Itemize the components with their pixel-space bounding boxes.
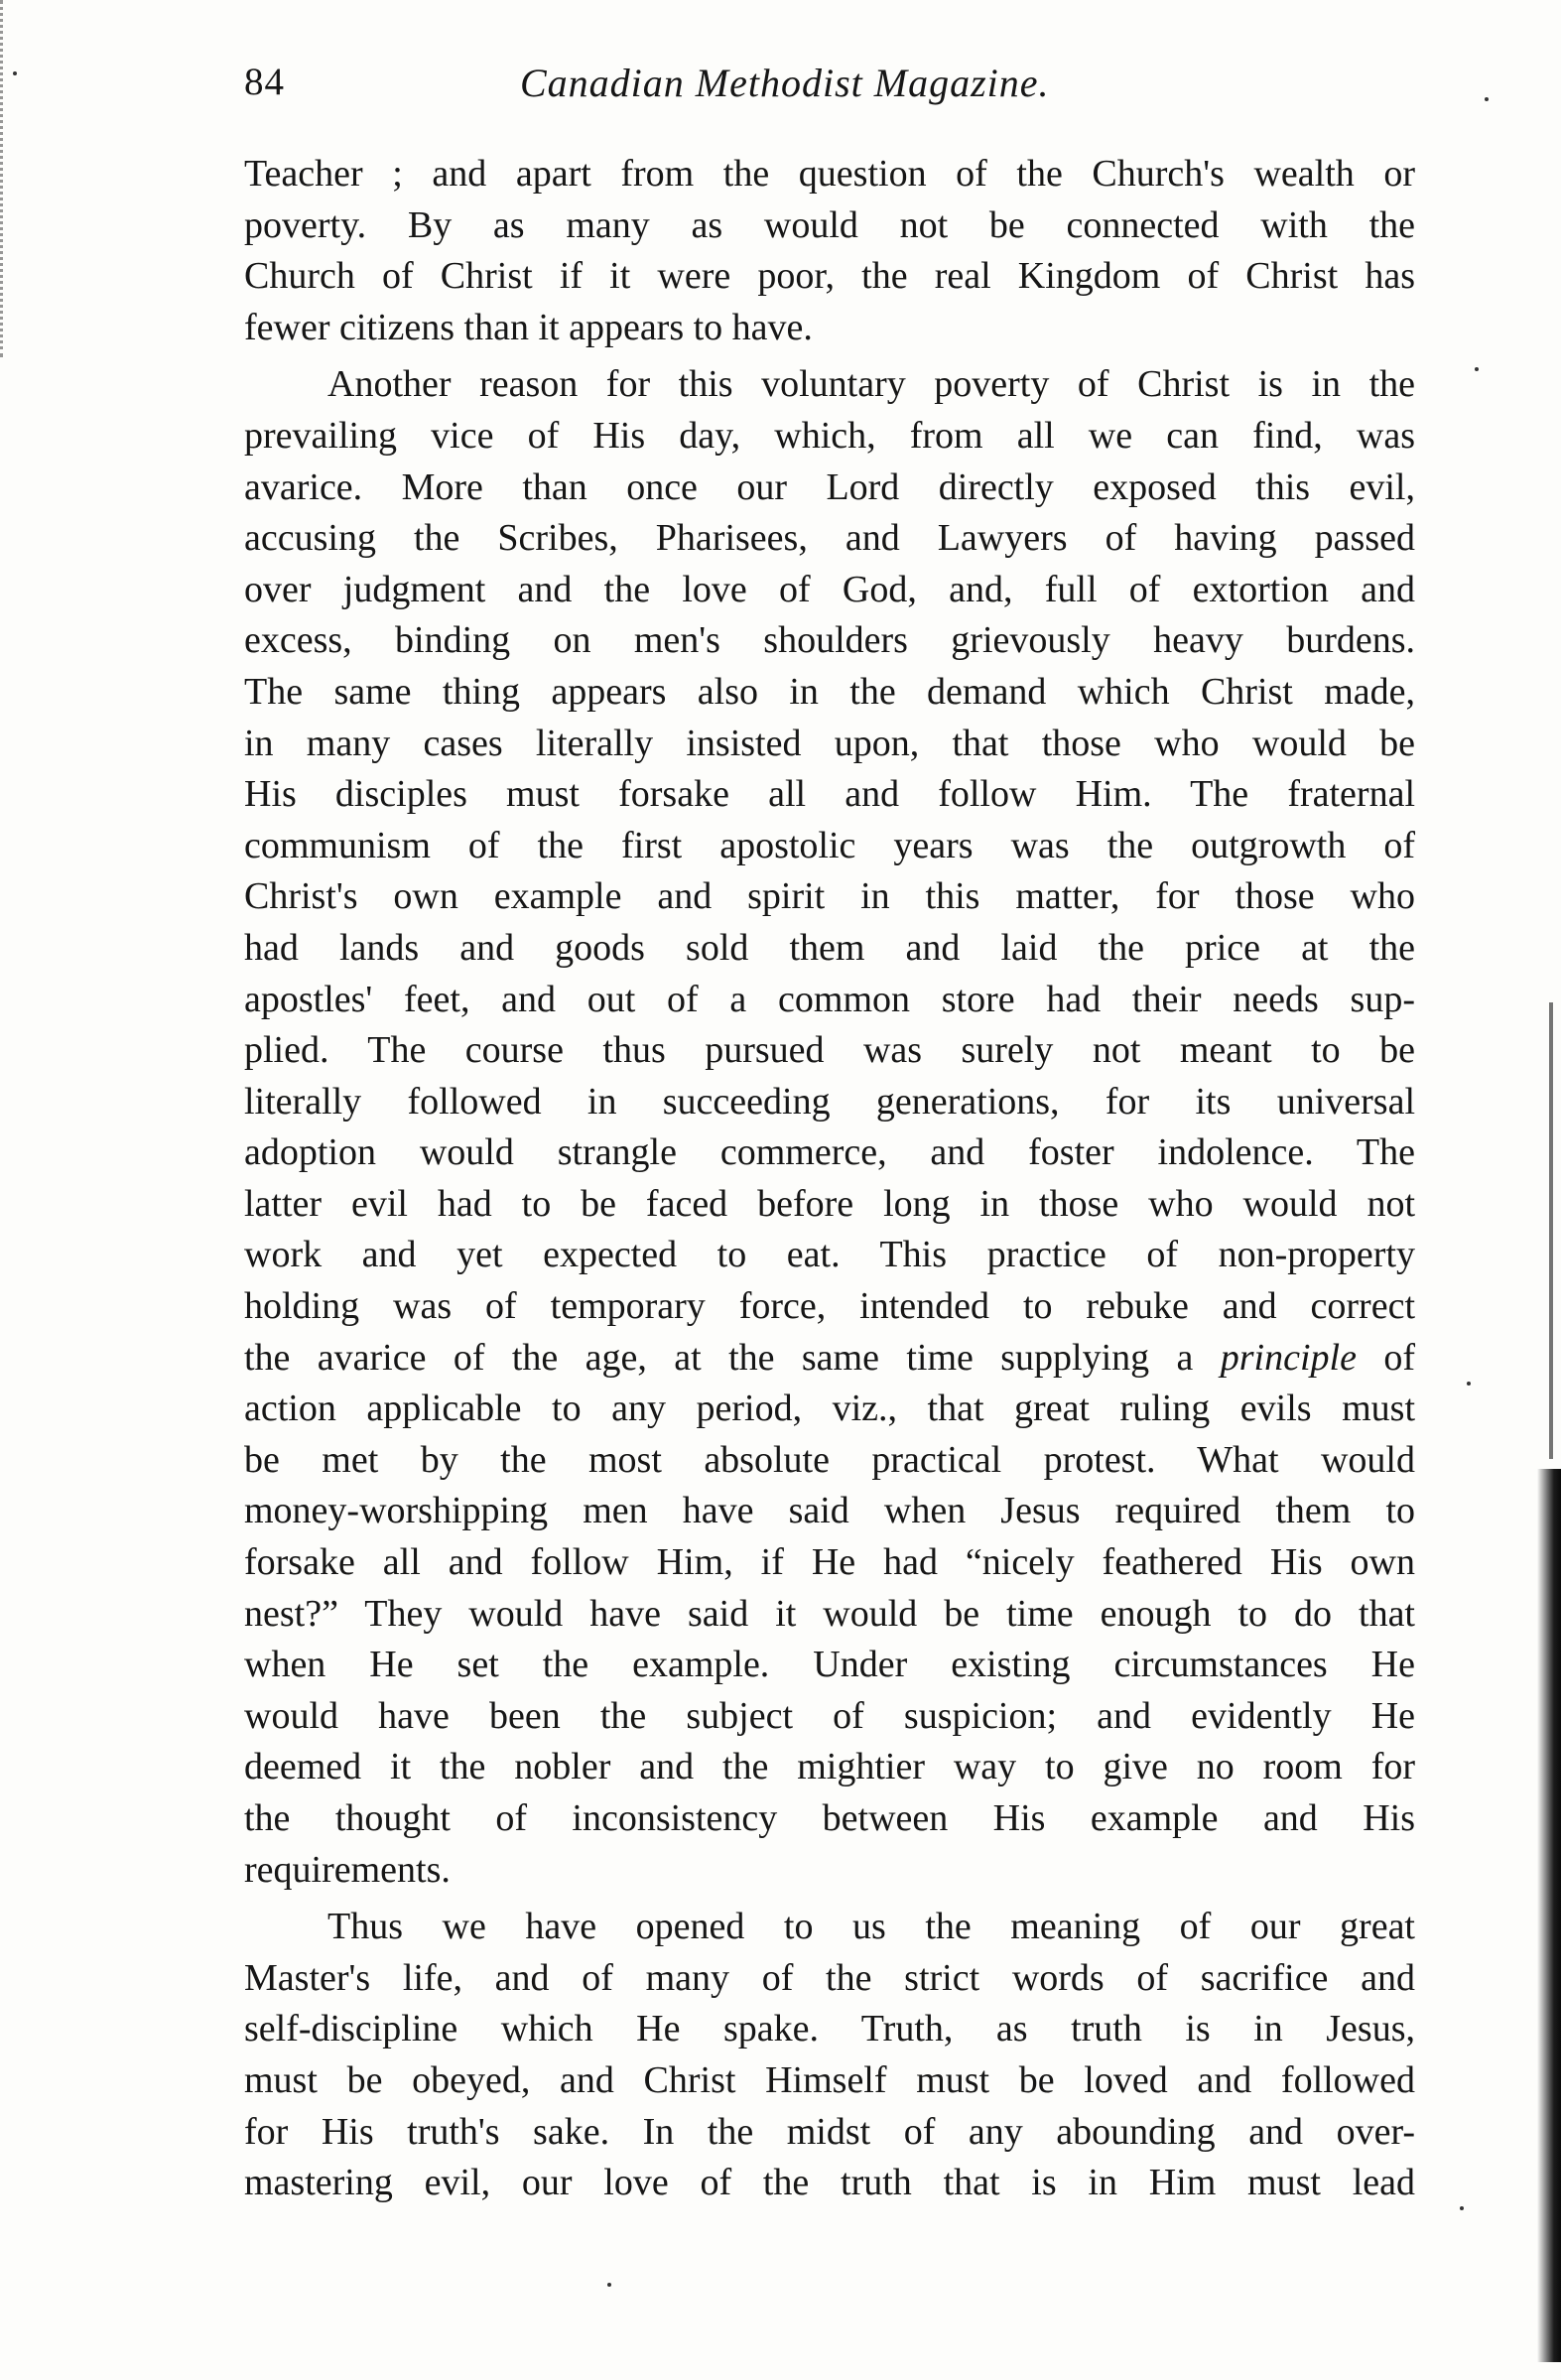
text-line-with-italic: the avarice of the age, at the same time supplying a principle of (244, 1336, 1415, 1379)
page-edge-shadow (1549, 1002, 1553, 1459)
body-text (244, 149, 1415, 2209)
text-line: prevailing vice of His day, which, from all we can find, was (244, 414, 1415, 457)
text-line: apostles' feet, and out of a common store had their needs sup- (244, 978, 1415, 1020)
text-line: Master's life, and of many of the strict words of sacrifice and (244, 1956, 1415, 1999)
text-line: mastering evil, our love of the truth that is in Him must lead (244, 2162, 1415, 2204)
print-speck (607, 2283, 611, 2287)
text-line: for His truth's sake. In the midst of any abounding and over- (244, 2110, 1415, 2153)
text-line: nest?” They would have said it would be time enough to do that (244, 1592, 1415, 1635)
text-line: Church of Christ if it were poor, the real Kingdom of Christ has (244, 255, 1415, 298)
text-line: poverty. By as many as would not be connected with the (244, 203, 1415, 246)
text-line: plied. The course thus pursued was surely not meant to be (244, 1029, 1415, 1072)
text-line: Teacher ; and apart from the question of the Church's wealth or (244, 153, 1415, 195)
italic-word: principle (1220, 1336, 1357, 1379)
text-line: over judgment and the love of God, and, full of extortion and (244, 568, 1415, 610)
text-line: deemed it the nobler and the mightier way to give no room for (244, 1746, 1415, 1788)
text-line: accusing the Scribes, Pharisees, and Lawyers of having passed (244, 517, 1415, 560)
text-line: avarice. More than once our Lord directly exposed this evil, (244, 465, 1415, 508)
text-line: the thought of inconsistency between His example and His (244, 1797, 1415, 1839)
text-line: holding was of temporary force, intended to rebuke and correct (244, 1285, 1415, 1328)
text-line: self-discipline which He spake. Truth, as truth is in Jesus, (244, 2008, 1415, 2050)
text-line: be met by the most absolute practical protest. What would (244, 1438, 1415, 1481)
binding-edge (0, 0, 25, 357)
text-line: communism of the first apostolic years was the outgrowth of (244, 824, 1415, 866)
text-line: literally followed in succeeding generations, for its universal (244, 1080, 1415, 1123)
text-line: The same thing appears also in the demand which Christ made, (244, 670, 1415, 713)
text-line: forsake all and follow Him, if He had “nicely feathered His own (244, 1541, 1415, 1584)
text-line: Christ's own example and spirit in this matter, for those who (244, 875, 1415, 918)
page-edge-dark (1537, 1469, 1561, 2362)
running-header (244, 60, 1415, 119)
text-line: had lands and goods sold them and laid the price at the (244, 926, 1415, 969)
text-line: fewer citizens than it appears to have. (244, 306, 813, 348)
print-speck (1485, 97, 1489, 101)
text-line: would have been the subject of suspicion; and evidently He (244, 1694, 1415, 1737)
text-line: latter evil had to be faced before long in those who would not (244, 1182, 1415, 1225)
text-line: requirements. (244, 1848, 451, 1891)
text-line: Thus we have opened to us the meaning of our great (327, 1906, 1415, 1948)
print-speck (1460, 2206, 1464, 2210)
print-speck (13, 71, 17, 75)
text-line: adoption would strangle commerce, and foster indolence. The (244, 1131, 1415, 1174)
running-title: Canadian Methodist Magazine. (520, 61, 1050, 105)
text-line: excess, binding on men's shoulders grievously heavy burdens. (244, 619, 1415, 662)
print-speck (1467, 1382, 1471, 1386)
text-line: money-worshipping men have said when Jesus required them to (244, 1490, 1415, 1532)
page-number: 84 (244, 61, 285, 103)
text-line: must be obeyed, and Christ Himself must be loved and followed (244, 2058, 1415, 2101)
text-line: work and yet expected to eat. This practice of non-property (244, 1234, 1415, 1276)
text-line: His disciples must forsake all and follow Him. The fraternal (244, 773, 1415, 816)
print-speck (1475, 367, 1479, 371)
text-line: in many cases literally insisted upon, that those who would be (244, 722, 1415, 764)
text-line: when He set the example. Under existing circumstances He (244, 1644, 1415, 1686)
text-line: Another reason for this voluntary poverty of Christ is in the (327, 363, 1415, 406)
text-line: action applicable to any period, viz., that great ruling evils must (244, 1388, 1415, 1430)
